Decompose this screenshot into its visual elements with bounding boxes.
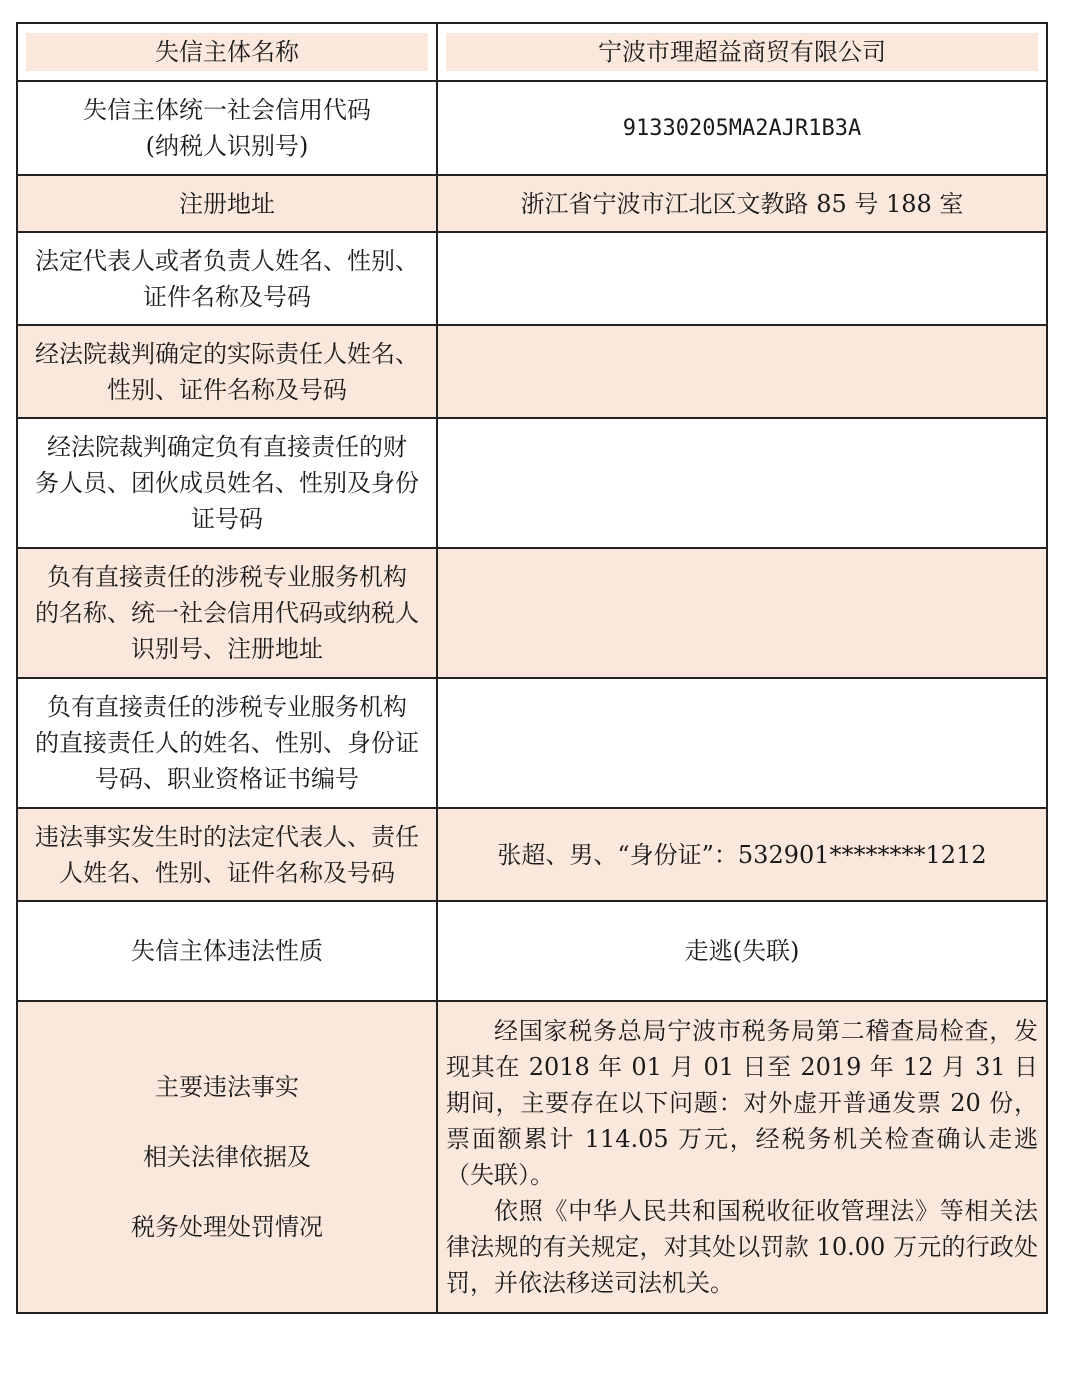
value-entity-name: 宁波市理超益商贸有限公司	[446, 33, 1038, 71]
label-credit-code	[17, 81, 437, 175]
label-finance-staff-line3: 证号码	[191, 505, 263, 533]
row-address	[17, 175, 1047, 232]
value-credit-code: 91330205MA2AJR1B3A	[622, 116, 862, 141]
row-nature	[17, 901, 1047, 1001]
label-credit-code-line2: (纳税人识别号)	[145, 132, 309, 160]
value-tax-agency	[437, 548, 1047, 678]
label-facts-line1: 主要违法事实	[155, 1073, 299, 1101]
label-violation-rep	[17, 808, 437, 901]
label-tax-agency	[17, 548, 437, 678]
label-violation-rep-line1: 违法事实发生时的法定代表人、责任	[35, 822, 419, 851]
label-facts-line2: 相关法律依据及	[143, 1143, 311, 1171]
label-finance-staff-line1: 经法院裁判确定负有直接责任的财	[47, 433, 407, 461]
value-nature: 走逃(失联)	[437, 901, 1047, 1001]
row-actual-responsible	[17, 325, 1047, 418]
label-entity-name: 失信主体名称	[26, 33, 428, 71]
row-finance-staff	[17, 418, 1047, 548]
label-legal-rep-line1: 法定代表人或者负责人姓名、性别、	[35, 246, 419, 275]
label-credit-code-line1: 失信主体统一社会信用代码	[83, 96, 371, 124]
label-finance-staff-line2: 务人员、团伙成员姓名、性别及身份	[35, 469, 419, 497]
dishonest-entity-table	[16, 22, 1048, 1314]
value-actual-responsible	[437, 325, 1047, 418]
value-legal-rep	[437, 232, 1047, 325]
label-actual-responsible	[17, 325, 437, 418]
label-tax-agency-person-line1: 负有直接责任的涉税专业服务机构	[47, 693, 407, 721]
label-facts	[17, 1001, 437, 1313]
label-tax-agency-person	[17, 678, 437, 808]
row-tax-agency	[17, 548, 1047, 678]
label-tax-agency-line3: 识别号、注册地址	[131, 635, 323, 663]
row-facts	[17, 1001, 1047, 1313]
label-tax-agency-line2: 的名称、统一社会信用代码或纳税人	[35, 599, 419, 627]
value-violation-rep: 张超、男、“身份证”：532901********1212	[437, 808, 1047, 901]
row-tax-agency-person	[17, 678, 1047, 808]
value-credit-code-cell	[437, 81, 1047, 175]
label-actual-responsible-line2: 性别、证件名称及号码	[107, 375, 347, 404]
facts-paragraph-1: 经国家税务总局宁波市税务局第二稽查局检查，发现其在 2018 年 01 月 01 日至 2019 年 12 月 31 日期间，主要存在以下问题：对外虚开普通发票 20 份，票面额累计 114.05 万元，经税务机关检查确认走逃（失联）。	[446, 1017, 1038, 1189]
label-tax-agency-person-line3: 号码、职业资格证书编号	[95, 765, 359, 793]
facts-paragraph-2: 依照《中华人民共和国税收征收管理法》等相关法律法规的有关规定，对其处以罚款 10.00 万元的行政处罚，并依法移送司法机关。	[446, 1197, 1038, 1297]
value-tax-agency-person	[437, 678, 1047, 808]
label-finance-staff	[17, 418, 437, 548]
row-violation-rep	[17, 808, 1047, 901]
label-address: 注册地址	[17, 175, 437, 232]
value-entity-name-cell	[437, 23, 1047, 81]
value-address: 浙江省宁波市江北区文教路 85 号 188 室	[437, 175, 1047, 232]
label-tax-agency-person-line2: 的直接责任人的姓名、性别、身份证	[35, 729, 419, 757]
row-entity-name	[17, 23, 1047, 81]
label-entity-name-cell	[17, 23, 437, 81]
label-facts-line3: 税务处理处罚情况	[131, 1213, 323, 1241]
label-legal-rep	[17, 232, 437, 325]
label-actual-responsible-line1: 经法院裁判确定的实际责任人姓名、	[35, 339, 419, 368]
label-violation-rep-line2: 人姓名、性别、证件名称及号码	[59, 858, 395, 887]
row-legal-rep	[17, 232, 1047, 325]
label-tax-agency-line1: 负有直接责任的涉税专业服务机构	[47, 563, 407, 591]
value-facts	[437, 1001, 1047, 1313]
label-nature: 失信主体违法性质	[17, 901, 437, 1001]
value-finance-staff	[437, 418, 1047, 548]
row-credit-code	[17, 81, 1047, 175]
label-legal-rep-line2: 证件名称及号码	[143, 282, 311, 311]
